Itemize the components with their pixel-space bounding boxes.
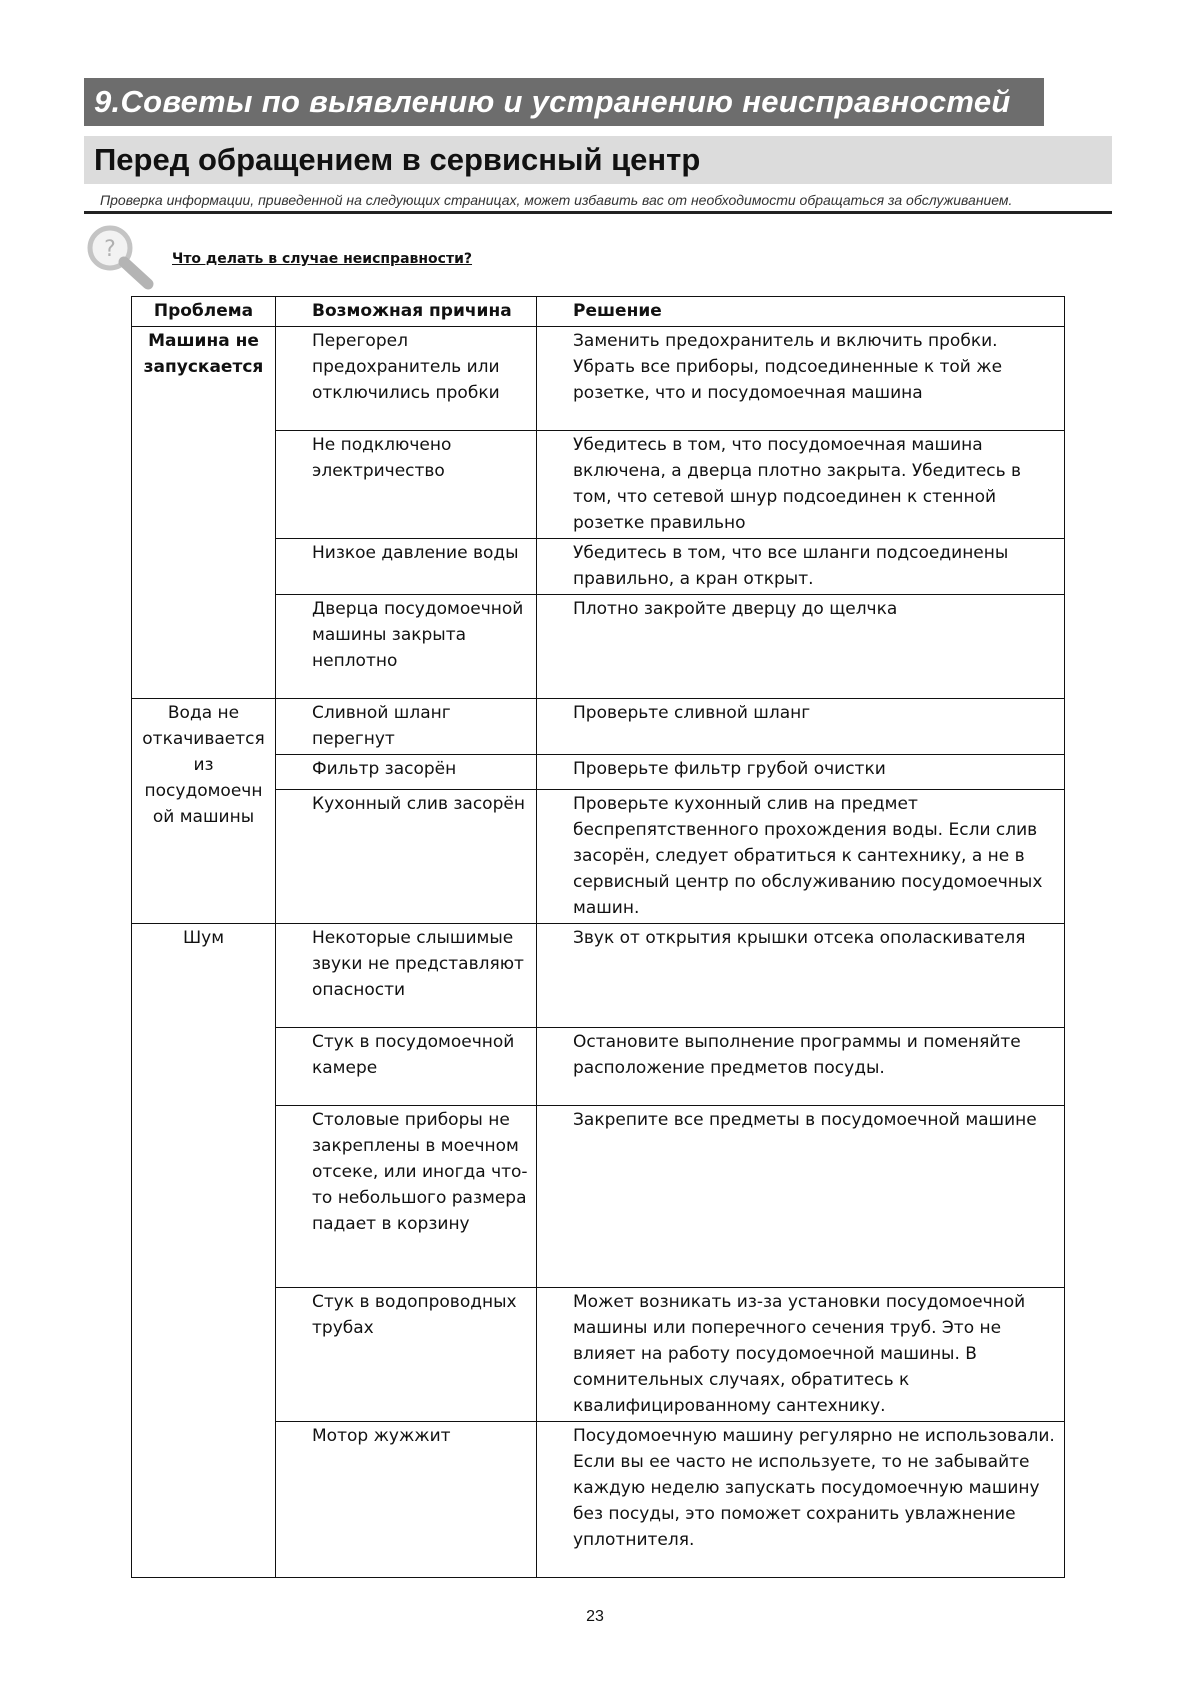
magnifier-question-icon [86, 224, 156, 290]
solution-cell: Проверьте кухонный слив на предмет беспрепятственного прохождения воды. Если слив засорён, следует обратиться к сантехнику, а не в сервисный центр по обслуживанию посудомоечных машин. [537, 790, 1065, 924]
solution-cell: Остановите выполнение программы и поменяйте расположение предметов посуды. [537, 1028, 1065, 1106]
cause-cell: Сливной шланг перегнут [276, 699, 537, 755]
problem-cell: Вода не откачивается из посудомоечн ой машины [132, 699, 276, 924]
solution-cell: Проверьте фильтр грубой очистки [537, 755, 1065, 790]
cause-cell: Некоторые слышимые звуки не представляют опасности [276, 924, 537, 1028]
header-solution: Решение [537, 297, 1065, 327]
cause-cell: Не подключено электричество [276, 431, 537, 539]
troubleshooting-table [131, 296, 1065, 1578]
cause-cell: Перегорел предохранитель или отключились пробки [276, 327, 537, 431]
svg-text:?: ? [104, 237, 116, 262]
cause-cell: Кухонный слив засорён [276, 790, 537, 924]
solution-cell: Заменить предохранитель и включить пробки. Убрать все приборы, подсоединенные к той же розетке, что и посудомоечная машина [537, 327, 1065, 431]
cause-cell: Стук в посудомоечной камере [276, 1028, 537, 1106]
cause-cell: Низкое давление воды [276, 539, 537, 595]
cause-cell: Дверца посудомоечной машины закрыта неплотно [276, 595, 537, 699]
solution-cell: Закрепите все предметы в посудомоечной машине [537, 1106, 1065, 1288]
table-row [132, 924, 1065, 1028]
subtitle: Проверка информации, приведенной на следующих страницах, может избавить вас от необходимости обращаться за обслуживанием. [100, 192, 1013, 208]
solution-cell: Может возникать из-за установки посудомоечной машины или поперечного сечения труб. Это не влияет на работу посудомоечной машины. В сомнительных случаях, обратитесь к квалифицированному сантехнику. [537, 1288, 1065, 1422]
cause-cell: Фильтр засорён [276, 755, 537, 790]
solution-cell: Убедитесь в том, что все шланги подсоединены правильно, а кран открыт. [537, 539, 1065, 595]
faq-question: Что делать в случае неисправности? [172, 251, 473, 267]
page-title: Перед обращением в сервисный центр [94, 142, 701, 177]
title-underline [84, 211, 1112, 214]
header-problem: Проблема [132, 297, 276, 327]
cause-cell: Стук в водопроводных трубах [276, 1288, 537, 1422]
cause-cell: Мотор жужжит [276, 1422, 537, 1578]
solution-cell: Посудомоечную машину регулярно не использовали. Если вы ее часто не используете, то не забывайте каждую неделю запускать посудомоечную машину без посуды, это поможет сохранить увлажнение уплотнителя. [537, 1422, 1065, 1578]
solution-cell: Плотно закройте дверцу до щелчка [537, 595, 1065, 699]
table-row [132, 699, 1065, 755]
table-header-row [132, 297, 1065, 327]
table-row [132, 327, 1065, 431]
solution-cell: Звук от открытия крышки отсека ополаскивателя [537, 924, 1065, 1028]
page-title-bar [84, 136, 1112, 184]
header-cause: Возможная причина [276, 297, 537, 327]
solution-cell: Проверьте сливной шланг [537, 699, 1065, 755]
problem-cell: Машина не запускается [132, 327, 276, 699]
section-heading: 9.Советы по выявлению и устранению неисправностей [94, 84, 1011, 119]
page-number: 23 [586, 1608, 604, 1625]
section-heading-bar [84, 78, 1044, 126]
problem-cell: Шум [132, 924, 276, 1578]
solution-cell: Убедитесь в том, что посудомоечная машина включена, а дверца плотно закрыта. Убедитесь в том, что сетевой шнур подсоединен к стенной розетке правильно [537, 431, 1065, 539]
cause-cell: Столовые приборы не закреплены в моечном отсеке, или иногда что-то небольшого размера падает в корзину [276, 1106, 537, 1288]
